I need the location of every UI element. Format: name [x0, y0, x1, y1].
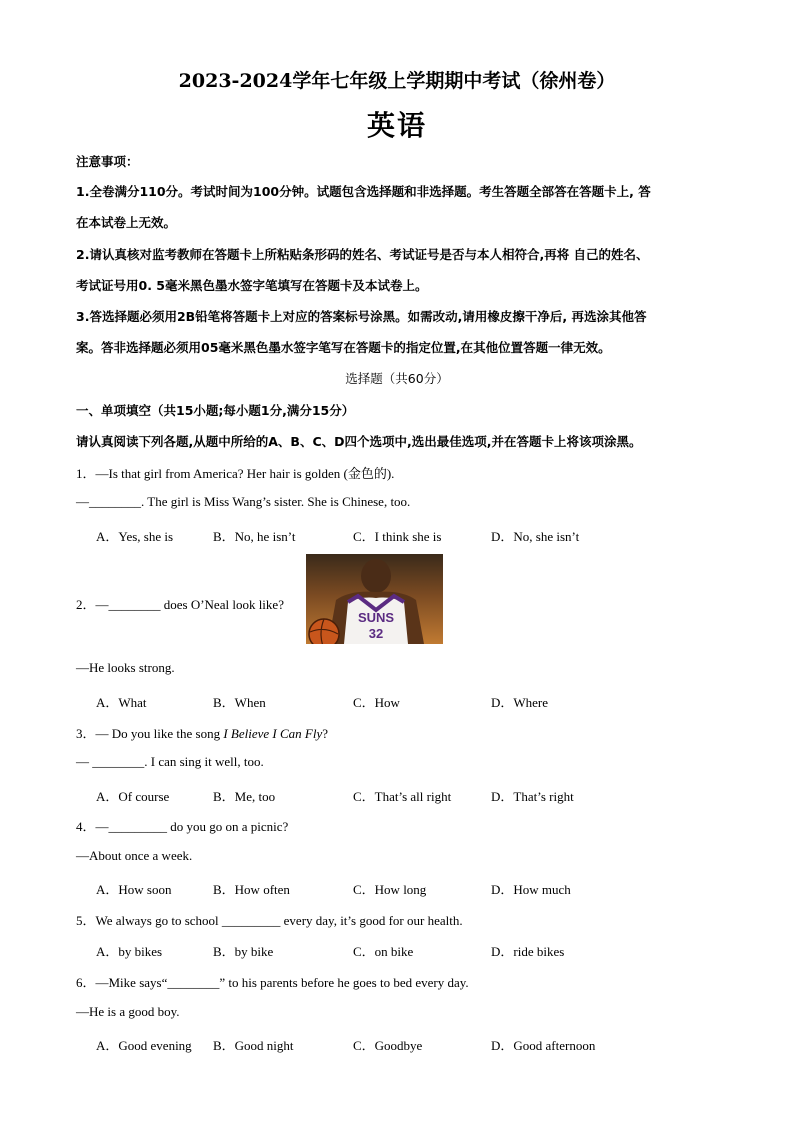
question-3-reply: — ________. I can sing it well, too. [76, 754, 264, 769]
question-4-option-a: A．How soon [96, 882, 172, 897]
question-3-option-c: C．That’s all right [353, 789, 452, 804]
question-4-option-b: B．How often [213, 882, 290, 897]
question-1-option-b: B．No, he isn’t [213, 529, 296, 544]
question-6-option-a: A．Good evening [96, 1038, 192, 1053]
notice-heading: 注意事项： [76, 154, 139, 169]
question-2-stem: 2．—________ does O’Neal look like? [76, 597, 284, 612]
question-3-stem-post: ? [322, 726, 329, 741]
notice-item-1-line-2: 在本试卷上无效。 [76, 215, 177, 230]
question-2-option-d: D．Where [491, 695, 549, 710]
question-2-reply: —He looks strong. [76, 660, 175, 675]
section-heading: 一、单项填空（共15小题;每小题1分,满分15分） [76, 403, 355, 418]
question-3-option-d: D．That’s right [491, 789, 574, 804]
notice-item-3-line-2: 案。答非选择题必须用05毫米黑色墨水签字笔写在答题卡的指定位置,在其他位置答题一律无效。 [76, 340, 611, 355]
player-head [361, 559, 391, 593]
question-3-stem [76, 723, 328, 742]
question-1-stem: 1．—Is that girl from America? Her hair is golden (金色的). [76, 466, 395, 481]
notice-item-1-line-1: 1.全卷满分110分。考试时间为100分钟。试题包含选择题和非选择题。考生答题全部答在答题卡上, 答 [76, 184, 651, 199]
question-5-option-b: B．by bike [213, 944, 274, 959]
question-6-option-b: B．Good night [213, 1038, 294, 1053]
question-6-reply: —He is a good boy. [76, 1004, 180, 1019]
question-2-option-c: C．How [353, 695, 400, 710]
jersey-team-text: SUNS [357, 610, 395, 625]
question-3-song-title: I Believe I Can Fly [223, 726, 323, 741]
notice-item-2-line-2: 考试证号用0. 5毫米黑色墨水签字笔填写在答题卡及本试卷上。 [76, 278, 428, 293]
section-part-title: 选择题（共60分） [345, 371, 449, 386]
jersey-number-text: 32 [368, 626, 384, 641]
question-2-option-a: A．What [96, 695, 147, 710]
question-5-option-a: A．by bikes [96, 944, 163, 959]
exam-subject: 英语 [366, 109, 427, 142]
question-1-reply: —________. The girl is Miss Wang’s sister. She is Chinese, too. [76, 494, 411, 509]
basketball-player-photo [306, 554, 443, 644]
question-6-option-c: C．Goodbye [353, 1038, 423, 1053]
question-4-stem: 4．—_________ do you go on a picnic? [76, 819, 289, 834]
question-1-option-a: A．Yes, she is [96, 529, 174, 544]
question-5-stem: 5．We always go to school _________ every day, it’s good for our health. [76, 913, 463, 928]
basketball [309, 619, 339, 644]
question-5-option-c: C．on bike [353, 944, 414, 959]
question-4-option-c: C．How long [353, 882, 427, 897]
exam-title: 2023-2024学年七年级上学期期中考试（徐州卷） [178, 70, 616, 92]
question-2-option-b: B．When [213, 695, 266, 710]
player-illustration [306, 554, 443, 644]
question-6-option-d: D．Good afternoon [491, 1038, 596, 1053]
question-4-option-d: D．How much [491, 882, 571, 897]
section-instruction: 请认真阅读下列各题,从题中所给的A、B、C、D四个选项中,选出最佳选项,并在答题卡上将该项涂黑。 [76, 434, 642, 449]
notice-item-3-line-1: 3.答选择题必须用2B铅笔将答题卡上对应的答案标号涂黑。如需改动,请用橡皮擦干净后, 再选涂其他答 [76, 309, 647, 324]
question-4-reply: —About once a week. [76, 848, 193, 863]
question-1-option-c: C．I think she is [353, 529, 442, 544]
question-3-stem-pre: 3．— Do you like the song [76, 726, 224, 741]
question-5-option-d: D．ride bikes [491, 944, 565, 959]
question-3-option-b: B．Me, too [213, 789, 276, 804]
question-6-stem: 6．—Mike says“________” to his parents before he goes to bed every day. [76, 975, 469, 990]
notice-item-2-line-1: 2.请认真核对监考教师在答题卡上所粘贴条形码的姓名、考试证号是否与本人相符合,再将 自己的姓名、 [76, 247, 649, 262]
question-3-option-a: A．Of course [96, 789, 170, 804]
question-1-option-d: D．No, she isn’t [491, 529, 580, 544]
